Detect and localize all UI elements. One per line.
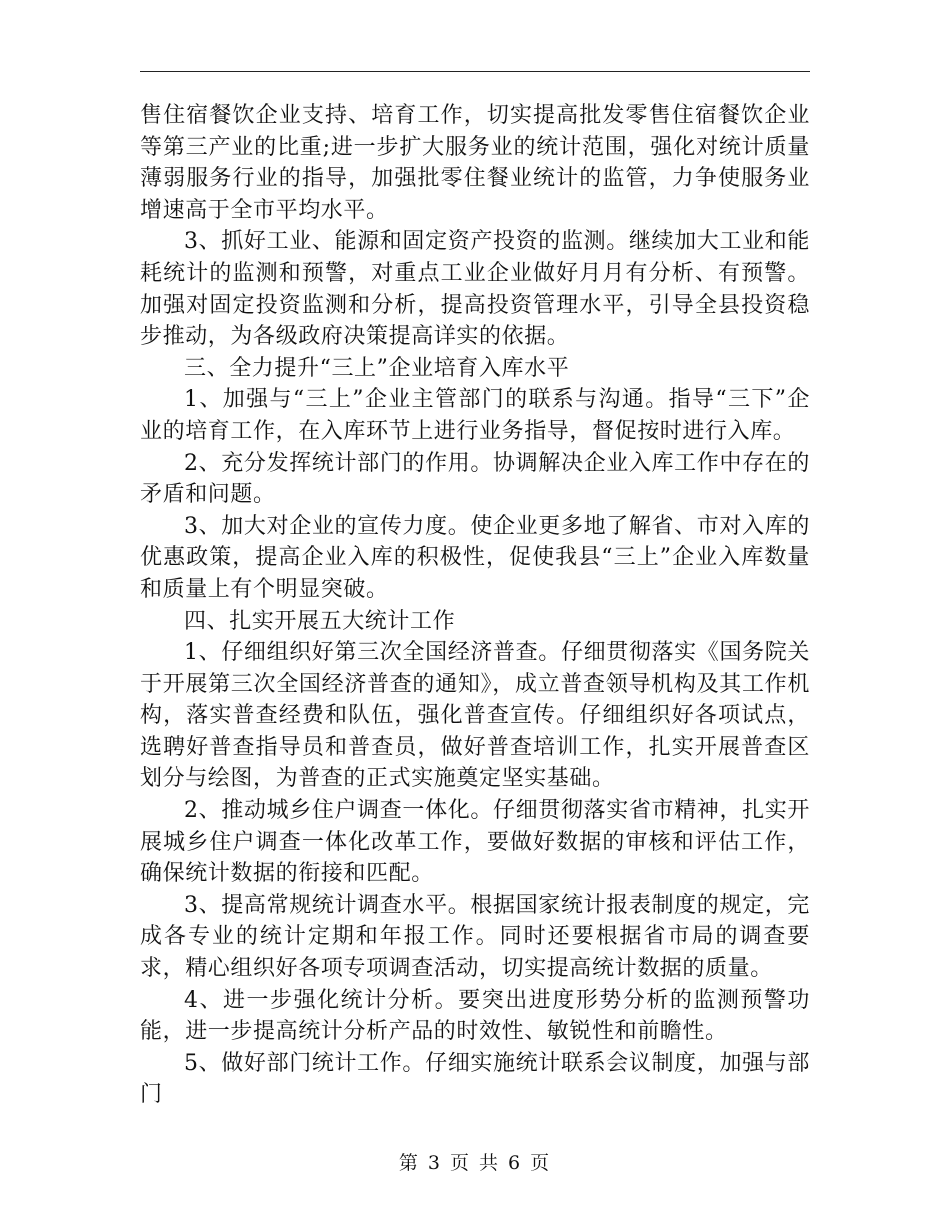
paragraph-item: 4、进一步强化统计分析。要突出进度形势分析的监测预警功能，进一步提高统计分析产品的时效性、敏锐性和前瞻性。 <box>140 987 810 1045</box>
paragraph-item: 1、加强与“三上”企业主管部门的联系与沟通。指导“三下”企业的培育工作，在入库环节上进行业务指导，督促按时进行入库。 <box>140 387 810 444</box>
section-heading: 三、全力提升“三上”企业培育入库水平 <box>184 355 570 381</box>
paragraph-item: 3、提高常规统计调查水平。根据国家统计报表制度的规定，完成各专业的统计定期和年报工作。同时还要根据省市局的调查要求，精心组织好各项专项调查活动，切实提高统计数据的质量。 <box>140 892 810 982</box>
page-number: 第 3 页 共 6 页 <box>398 1152 552 1174</box>
document-body <box>140 100 810 1111</box>
section-heading: 四、扎实开展五大统计工作 <box>184 608 456 634</box>
paragraph-item: 1、仔细组织好第三次全国经济普查。仔细贯彻落实《国务院关于开展第三次全国经济普查的通知》，成立普查领导机构及其工作机构，落实普查经费和队伍，强化普查宣传。仔细组织好各项试点，选聘好普查指导员和普查员，做好普查培训工作，扎实开展普查区划分与绘图，为普查的正式实施奠定坚实基础。 <box>140 640 810 792</box>
paragraph-continuation: 售住宿餐饮企业支持、培育工作，切实提高批发零售住宿餐饮企业等第三产业的比重;进一步扩大服务业的统计范围，强化对统计质量薄弱服务行业的指导，加强批零住餐业统计的监管，力争使服务业增速高于全市平均水平。 <box>140 103 810 223</box>
paragraph-item: 2、推动城乡住户调查一体化。仔细贯彻落实省市精神，扎实开展城乡住户调查一体化改革工作，要做好数据的审核和评估工作，确保统计数据的衔接和匹配。 <box>140 798 810 887</box>
paragraph-item: 3、抓好工业、能源和固定资产投资的监测。继续加大工业和能耗统计的监测和预警，对重点工业企业做好月月有分析、有预警。加强对固定投资监测和分析，提高投资管理水平，引导全县投资稳步推动，为各级政府决策提高详实的依据。 <box>140 229 810 350</box>
header-rule <box>140 71 810 72</box>
paragraph-item: 5、做好部门统计工作。仔细实施统计联系会议制度，加强与部门 <box>140 1050 810 1108</box>
paragraph-item: 2、充分发挥统计部门的作用。协调解决企业入库工作中存在的矛盾和问题。 <box>140 450 810 508</box>
paragraph-item: 3、加大对企业的宣传力度。使企业更多地了解省、市对入库的优惠政策，提高企业入库的积极性，促使我县“三上”企业入库数量和质量上有个明显突破。 <box>140 513 810 602</box>
